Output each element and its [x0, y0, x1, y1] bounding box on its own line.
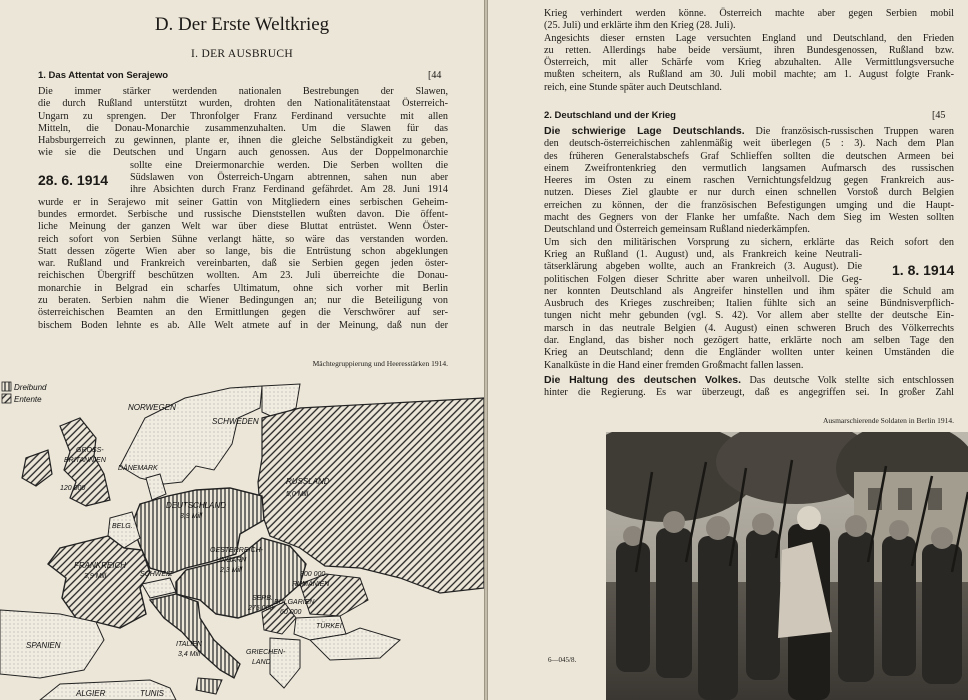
- text-line: bundes ermordet. Serbische und russische Dienststellen wußten davon. Die öffent-: [38, 208, 448, 220]
- label-tuerkei: TÜRKEI: [316, 623, 342, 630]
- label-griechenland-1: GRIECHEN-: [246, 649, 286, 656]
- lead-heading-lage: Die schwierige Lage Deutschlands.: [544, 125, 745, 137]
- text-line: Krieg an Deutschland; denn die Engländer wollten unter keinen Umständen die: [544, 347, 954, 359]
- text-line: dar. England, das bisher noch gezögert hatte, erklärte noch am selben Tage den: [544, 335, 954, 347]
- label-italien-strength: 3,4 Mill: [178, 651, 201, 658]
- body-text-left: [38, 86, 448, 332]
- legend-label-entente: Entente: [14, 395, 42, 404]
- text-line: Ausbruch des Krieges zuschreiben; Italien fühlte sich an seine Bündnisverpflich-: [544, 298, 954, 310]
- text-line: Heeres im Osten zu einem raschen Vernichtungsfeldzug gegen Frankreich aus-: [544, 175, 954, 187]
- label-rumaenien: RUMÄNIEN: [292, 581, 330, 588]
- label-norwegen: NORWEGEN: [128, 403, 176, 412]
- text-line: erreichen zu können, der die französischen Befestigungen umging und die Haupt-: [544, 199, 954, 211]
- label-deutschland: DEUTSCHLAND: [166, 501, 227, 510]
- label-oesterreich-1: OESTERREICH-: [210, 547, 263, 554]
- label-belgien: BELG.: [112, 523, 133, 530]
- label-rumaenien-strength: 300 000: [300, 571, 326, 578]
- text-line: Ungarn zu sprengen. Der Thronfolger Franz Ferdinand versuchte mit allen: [38, 110, 448, 122]
- text-line: bischem Boden lehnte es ab. Alle Welt atmete auf in der Meinung, daß nun der: [38, 319, 448, 331]
- label-bulgarien: BULGARIEN: [274, 599, 315, 606]
- label-schweiz: SCHWEIZ: [140, 571, 173, 578]
- subheading-attentat: 1. Das Attentat von Serajewo: [38, 70, 169, 81]
- text-line: Südslawen von Österreich-Ungarn abtrennen, sahen nun aber: [130, 172, 448, 184]
- text-line: Mitteln, die Donau-Monarchie zusammenzuhalten. Um die Slawen für das: [38, 122, 448, 134]
- page-reference: [44: [428, 70, 442, 81]
- text-line: österreichischen Beamten an den Ermittlungen gegen die Verschwörer auf ser-: [38, 307, 448, 319]
- alliance-map: [0, 378, 484, 700]
- text-line: des früheren Generalstabschefs Graf Schlieffen sollten die deutschen Armeen bei: [544, 150, 954, 162]
- text-line: Krieg an Rußland (1. August) und, als Frankreich keine Neutrali-: [544, 248, 862, 260]
- label-gb-strength: 120 000: [60, 485, 86, 492]
- label-daenemark: DÄNEMARK: [118, 465, 158, 472]
- text-line: (25. Juli) und erklärte ihm den Krieg (28. Juli).: [544, 20, 736, 32]
- label-deutschland-strength: 3,9 Mill: [180, 513, 203, 520]
- text-line: reich sofort von Serbien Sühne verlangt hätte, so wäre das verstanden worden.: [38, 233, 448, 245]
- label-schweden: SCHWEDEN: [212, 417, 259, 426]
- text-line: hinter die Regierung. Es war überzeugt, daß es angegriffen sei. In großer Zahl: [544, 387, 954, 399]
- text-line: zu retten. Allerdings habe beide versäumt, ihren Bundesgenossen, Rußland bzw.: [544, 44, 954, 56]
- text-line: Angesichts dieser ernsten Lage versuchten England und Deutschland, den Frieden: [544, 32, 954, 44]
- text-line: Deutschland und Österreich gemeinsam Rußland niederkämpfen.: [544, 224, 810, 236]
- text-line: reichischen Übergriff beschützen wollten. Am 23. Juli überreichte die Donau-: [38, 270, 448, 282]
- text-line: Österreich, mit aller Schärfe vom Krieg abzuhalten. Alle Vermittlungsversuche: [544, 57, 954, 69]
- text-line: politischen Folgen dieser Schritte aber waren unheilvoll. Die Geg-: [544, 273, 862, 285]
- text-line: tungen nicht mehr gebunden (vgl. S. 42). Vor allem aber stellte der deutsche Ein-: [544, 310, 954, 322]
- label-serbien-strength: 275 000: [248, 605, 274, 612]
- section-title: I. DER AUSBRUCH: [191, 48, 293, 60]
- text-line: sollte eine Dreiermonarchie werden. Die Serben wollten die: [130, 159, 448, 171]
- legend-swatch-entente: [2, 394, 11, 403]
- text-line: nutzen. Dieses Ziel glaubte er nur durch einen schnellen Vorstoß durch Belgien: [544, 187, 954, 199]
- text-line: wie sie die Deutschen und Ungarn auch genossen. Aus der Doppelmonarchie: [38, 147, 448, 159]
- label-russland-strength: 5,0 Mill: [286, 491, 309, 498]
- label-bulgarien-strength: 60 000: [280, 609, 302, 616]
- lead-text: Die französisch-russischen Truppen waren: [744, 126, 955, 137]
- label-griechenland-2: LAND: [252, 659, 271, 666]
- text-line: war. Rußland und Frankreich vereinbarten, daß sie Serbien gegen jeden öster-: [38, 258, 448, 270]
- label-oesterreich-2: UNGARN: [216, 557, 247, 564]
- text-line: zu beraten. Serbien nahm die Wiener Bedingungen an; nur die Beteiligung von: [38, 295, 448, 307]
- text-line: ner konnten Deutschland als Angreifer hinstellen und ihm später die Schuld am: [544, 285, 954, 297]
- text-line: Die immer stärker werdenden nationalen Bestrebungen der Slawen,: [38, 86, 448, 97]
- legend-swatch-dreibund: [2, 382, 11, 391]
- text-line: die durch Rußland unterstützt wurden, drohten den Nationalitätenstaat Österreich-: [38, 98, 448, 110]
- text-line: den deutsch-österreichischen zahlenmäßig weit überlegen (5 : 3). Nach dem Plan: [544, 138, 954, 150]
- chapter-title: D. Der Erste Weltkrieg: [154, 14, 330, 35]
- text-line: liche Meinung der ganzen Welt war über diese Bluttat entrüstet. Wenn Öster-: [38, 221, 448, 233]
- soldiers-photo: [606, 432, 968, 700]
- date-margin-note: 1. 8. 1914: [892, 262, 955, 278]
- label-frankreich-strength: 3,9 Mill: [84, 573, 107, 580]
- text-line: [544, 374, 954, 387]
- text-line: monarchie in Belgrad ein scharfes Ultimatum, ohne sich vorher mit Berlin: [38, 282, 448, 294]
- map-caption: Mächtegruppierung und Heeresstärken 1914.: [312, 359, 448, 368]
- label-serbien: SERB.: [252, 595, 274, 602]
- text-line: reich, eine Stunde später auch Deutschland.: [544, 81, 722, 93]
- text-line: Statt dessen zögerte Wien aber so lange, bis die Entrüstung schon abgeklungen: [38, 245, 448, 257]
- text-line: Kanalküste in die Hand einer fremden Großmacht fallen lassen.: [544, 359, 804, 371]
- label-oesterreich-strength: 2,3 Mill: [220, 567, 243, 574]
- label-algier: ALGIER: [76, 689, 106, 698]
- text-line: mußten scheitern, als Rußland am 30. Juli mobil machte; am 1. August folgte Frank-: [544, 69, 954, 81]
- right-page: [488, 0, 968, 700]
- text-line: macht des Gegners von der Flanke her umfaßte. Nach dem Sieg im Westen sollten: [544, 212, 954, 224]
- text-line: Um sich den militärischen Vorsprung zu sichern, erklärte das Reich sofort den: [544, 236, 954, 248]
- text-line: marsch in das neutrale Belgien (4. August) einen schweren Bruch des Völkerrechts: [544, 322, 954, 334]
- lead-heading-haltung: Die Haltung des deutschen Volkes.: [544, 373, 742, 386]
- label-gb-1: GROSS-: [76, 447, 104, 454]
- text-line: tätserklärung abgeben wollte, auch an Frankreich (3. August). Die: [544, 261, 862, 273]
- label-russland: RUSSLAND: [286, 477, 330, 486]
- page-reference: [45: [932, 110, 946, 121]
- label-gb-2: BRITANNIEN: [64, 457, 106, 464]
- date-margin-note: 28. 6. 1914: [38, 172, 109, 188]
- subheading-deutschland: 2. Deutschland und der Krieg: [544, 110, 676, 121]
- label-spanien: SPANIEN: [26, 641, 61, 650]
- print-mark: 6—045/8.: [548, 656, 577, 664]
- photo-caption: Ausmarschierende Soldaten in Berlin 1914.: [822, 416, 954, 425]
- label-italien: ITALIEN: [176, 641, 202, 648]
- legend-label-dreibund: Dreibund: [14, 383, 47, 392]
- text-line: [544, 125, 954, 138]
- text-line: Habsburgerreich zu gewinnen, plante er, ihnen die gleiche Selbständigkeit zu geben,: [38, 135, 448, 147]
- lead-text: Das deutsche Volk stellte sich entschlossen: [741, 374, 954, 386]
- label-frankreich: FRANKREICH: [74, 561, 127, 570]
- text-line: Krieg verhindert werden könne. Österreich machte aber gegen Serbien mobil: [544, 8, 954, 19]
- body-text-right-top: [544, 8, 954, 94]
- text-line: ihre Absichten durch Franz Ferdinand gefährdet. Am 28. Juni 1914: [130, 184, 448, 196]
- text-line: einem Zweifrontenkrieg den vermutlich langsamen Aufmarsch des russischen: [544, 162, 954, 174]
- text-line: wurde er in Serajewo mit seiner Gattin von Mitgliedern eines serbischen Geheim-: [38, 196, 448, 208]
- label-tunis: TUNIS: [140, 689, 164, 698]
